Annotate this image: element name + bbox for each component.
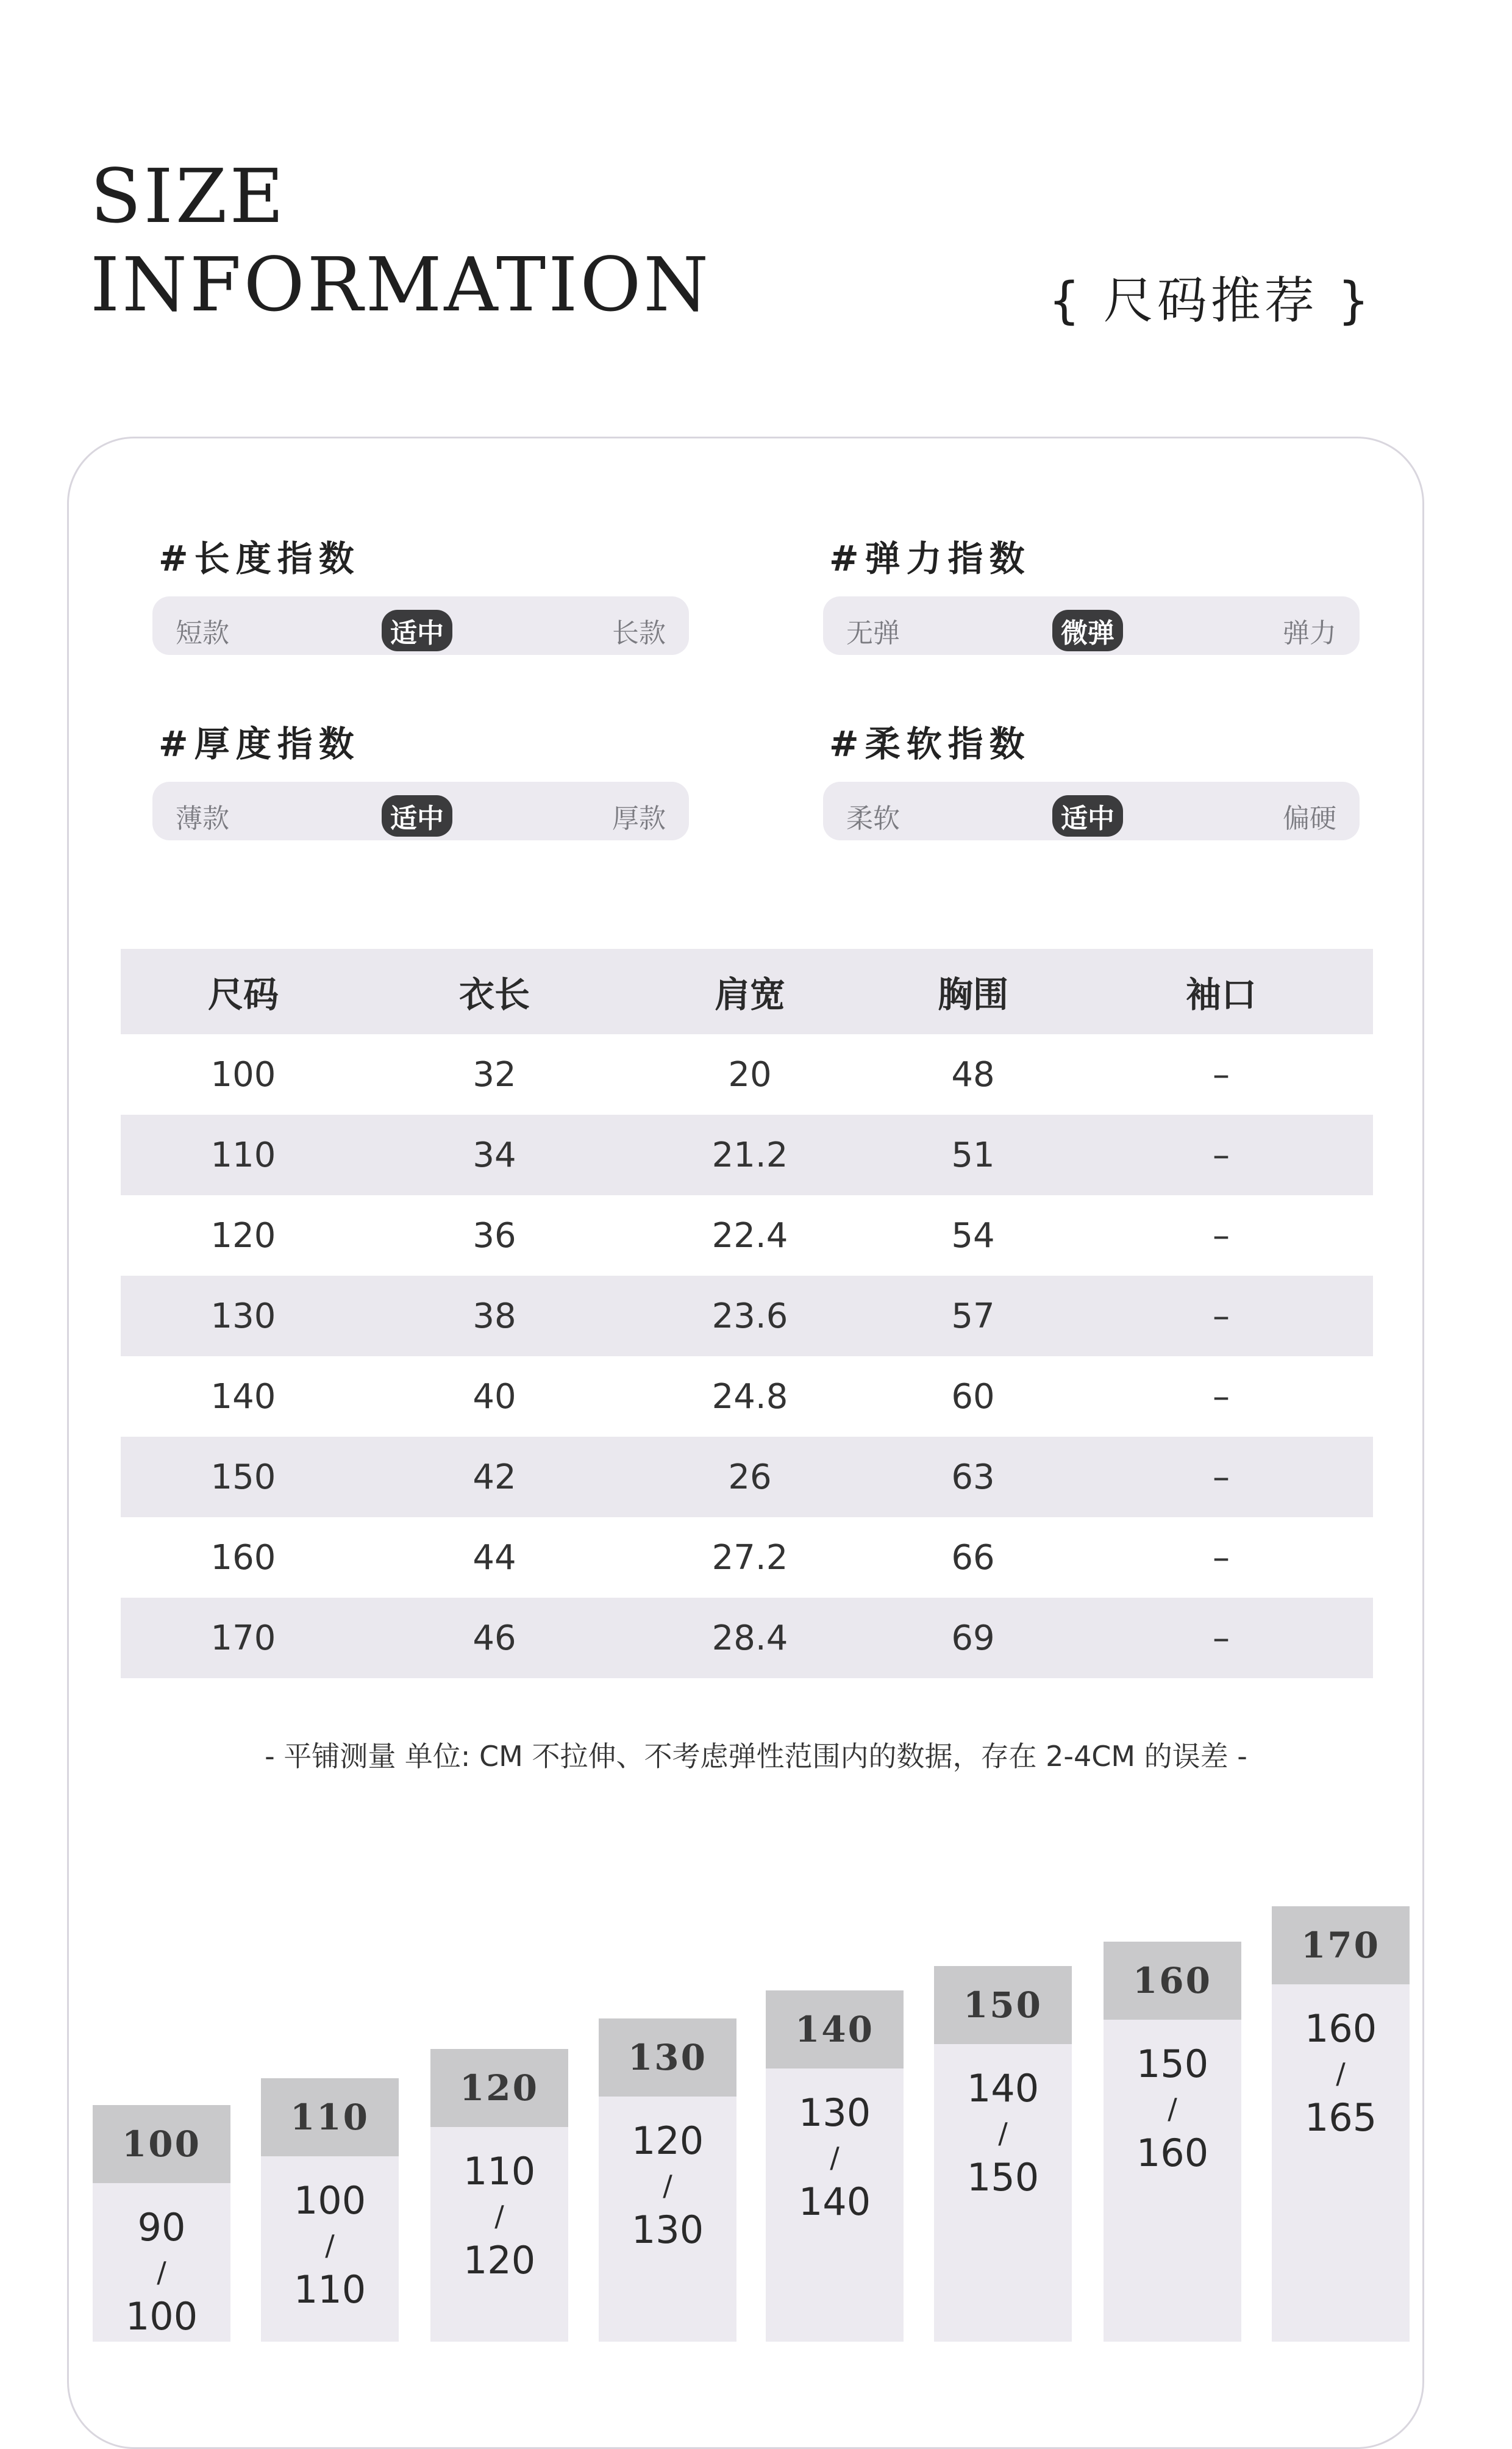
size-step-170 [1272, 1906, 1410, 2342]
range-separator: / [494, 2200, 504, 2233]
cell-chest: 63 [877, 1437, 1069, 1517]
cell-shoulder: 23.6 [623, 1276, 877, 1356]
size-step-label: 100 [93, 2105, 230, 2183]
cell-chest: 66 [951, 1537, 995, 1578]
cell-length: 44 [472, 1537, 516, 1578]
cell-shoulder: 26 [623, 1437, 877, 1517]
cell-size: 170 [121, 1598, 366, 1678]
size-step-label: 110 [261, 2078, 399, 2156]
scale-selected-label: 微弹 [1052, 610, 1123, 651]
cell-chest: 54 [951, 1215, 995, 1256]
cell-cuff: – [1069, 1115, 1373, 1195]
cell-length: 40 [472, 1376, 516, 1417]
cell-shoulder: 28.4 [623, 1598, 877, 1678]
size-step-100 [93, 2105, 230, 2342]
cell-cuff: – [1213, 1376, 1230, 1417]
size-step-130 [599, 2018, 736, 2342]
size-step-160 [1104, 1942, 1241, 2342]
size-step-range [430, 2127, 568, 2287]
size-step-range [1272, 1984, 1410, 2144]
cell-size: 120 [210, 1215, 276, 1256]
cell-length: 46 [366, 1598, 623, 1678]
cell-cuff: – [1213, 1054, 1230, 1095]
size-step-range [1104, 2020, 1241, 2179]
page-subtitle: { 尺码推荐 } [1048, 272, 1373, 330]
cell-length: 32 [472, 1054, 516, 1095]
cell-cuff: – [1069, 1598, 1373, 1678]
cell-chest: 51 [877, 1115, 1069, 1195]
range-low: 100 [293, 2178, 366, 2223]
range-high: 130 [631, 2208, 704, 2252]
cell-cuff: – [1213, 1215, 1230, 1256]
cell-shoulder: 27.2 [711, 1537, 788, 1578]
size-step-label: 130 [599, 2018, 736, 2097]
cell-length: 34 [366, 1115, 623, 1195]
range-low: 150 [1136, 2042, 1209, 2086]
range-high: 100 [125, 2294, 198, 2339]
scale-right-label: 偏硬 [1283, 803, 1336, 834]
scale-right-label: 厚款 [612, 803, 666, 834]
scale-left-label: 短款 [176, 618, 229, 649]
scale-left-label: 无弹 [846, 618, 900, 649]
range-separator: / [998, 2117, 1008, 2150]
size-step-label: 150 [934, 1966, 1072, 2044]
range-low: 110 [463, 2149, 536, 2193]
cell-chest: 69 [877, 1598, 1069, 1678]
size-step-range [261, 2156, 399, 2316]
cell-chest: 60 [951, 1376, 995, 1417]
measurement-note: - 平铺测量 单位: CM 不拉伸、不考虑弹性范围内的数据，存在 2-4CM 的误差 - [265, 1740, 1247, 1773]
range-low: 90 [137, 2205, 186, 2250]
size-step-label: 170 [1272, 1906, 1410, 1984]
cell-size: 110 [121, 1115, 366, 1195]
scale-selected-label: 适中 [1052, 795, 1123, 837]
range-low: 140 [966, 2066, 1040, 2111]
range-high: 120 [463, 2238, 536, 2283]
header-shoulder: 肩宽 [623, 949, 877, 1034]
cell-chest: 57 [877, 1276, 1069, 1356]
size-step-150 [934, 1966, 1072, 2342]
scale-right-label: 弹力 [1283, 618, 1336, 649]
cell-chest: 48 [951, 1054, 995, 1095]
cell-shoulder: 20 [728, 1054, 772, 1095]
cell-length: 36 [472, 1215, 516, 1256]
size-step-range [93, 2183, 230, 2343]
size-step-label: 140 [766, 1990, 904, 2068]
cell-cuff: – [1069, 1437, 1373, 1517]
range-high: 160 [1136, 2131, 1209, 2175]
size-step-140 [766, 1990, 904, 2342]
cell-size: 140 [210, 1376, 276, 1417]
range-high: 150 [966, 2155, 1040, 2200]
range-high: 140 [798, 2179, 871, 2224]
cell-size: 150 [121, 1437, 366, 1517]
range-separator: / [663, 2169, 672, 2202]
cell-shoulder: 21.2 [623, 1115, 877, 1195]
scale-left-label: 柔软 [846, 803, 900, 834]
range-separator: / [1168, 2092, 1177, 2125]
header-chest: 胸围 [877, 949, 1069, 1034]
cell-cuff: – [1213, 1537, 1230, 1578]
header-size: 尺码 [121, 949, 366, 1034]
size-step-range [766, 2068, 904, 2228]
size-step-label: 120 [430, 2049, 568, 2127]
range-low: 160 [1304, 2006, 1377, 2051]
header-length: 衣长 [366, 949, 623, 1034]
scale-selected-label: 适中 [382, 795, 452, 837]
cell-size: 160 [210, 1537, 276, 1578]
cell-length: 38 [366, 1276, 623, 1356]
size-step-range [934, 2044, 1072, 2204]
range-separator: / [325, 2229, 335, 2262]
length-index-label: #长度指数 [159, 538, 360, 579]
size-step-110 [261, 2078, 399, 2342]
title-line-1: SIZE [90, 153, 287, 240]
range-separator: / [830, 2141, 840, 2174]
range-low: 130 [798, 2090, 871, 2135]
scale-selected-label: 适中 [382, 610, 452, 651]
size-step-120 [430, 2049, 568, 2342]
cell-size: 100 [210, 1054, 276, 1095]
cell-size: 130 [121, 1276, 366, 1356]
elasticity-index-label: #弹力指数 [829, 538, 1031, 579]
cell-shoulder: 24.8 [711, 1376, 788, 1417]
cell-cuff: – [1069, 1276, 1373, 1356]
cell-length: 42 [366, 1437, 623, 1517]
softness-index-label: #柔软指数 [829, 723, 1031, 765]
size-step-range [599, 2097, 736, 2256]
size-step-label: 160 [1104, 1942, 1241, 2020]
range-separator: / [157, 2256, 166, 2289]
scale-right-label: 长款 [612, 618, 666, 649]
header-cuff: 袖口 [1069, 949, 1373, 1034]
range-separator: / [1336, 2057, 1346, 2090]
title-line-2: INFORMATION [90, 241, 711, 328]
thickness-index-label: #厚度指数 [159, 723, 360, 765]
range-low: 120 [631, 2118, 704, 2163]
range-high: 110 [293, 2267, 366, 2312]
scale-left-label: 薄款 [176, 803, 229, 834]
range-high: 165 [1304, 2095, 1377, 2140]
cell-shoulder: 22.4 [711, 1215, 788, 1256]
